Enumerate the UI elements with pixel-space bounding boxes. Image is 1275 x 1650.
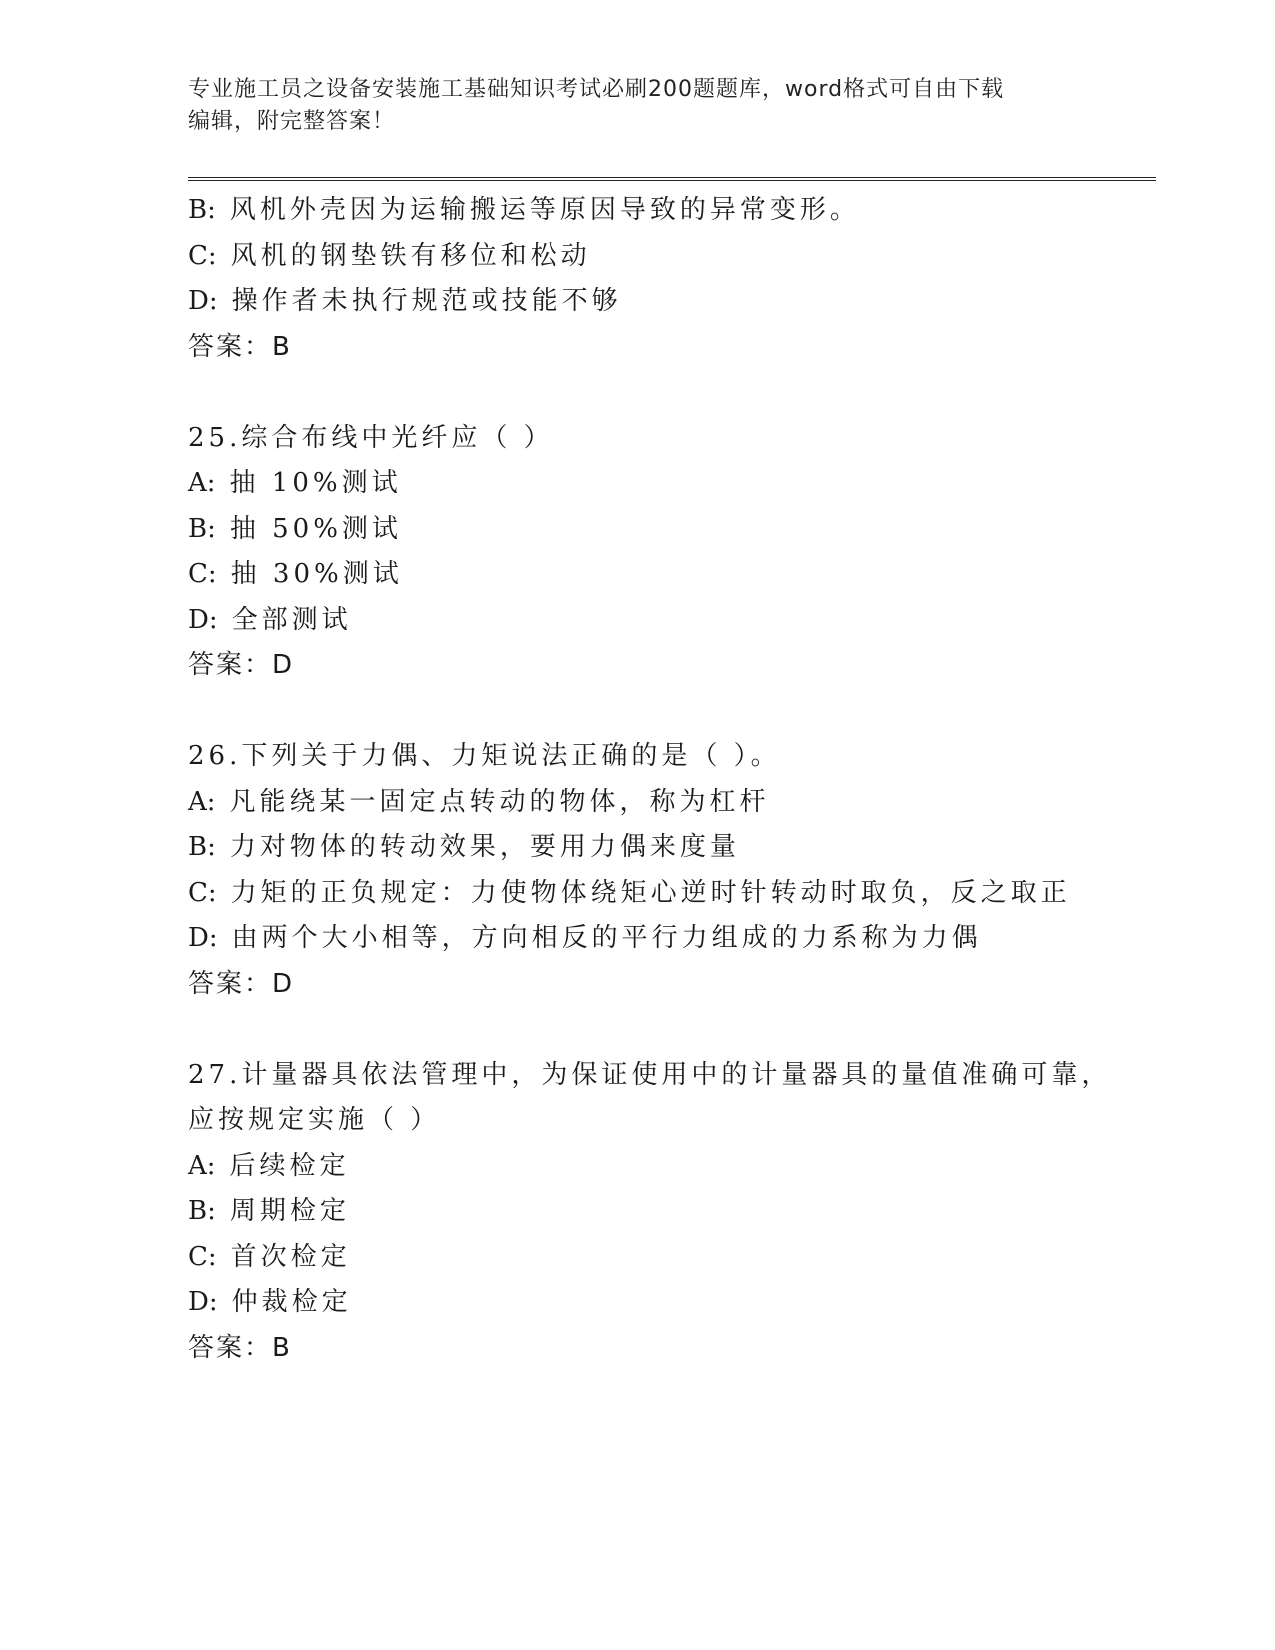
option-letter: D: <box>188 604 218 635</box>
option-text: 风机的钢垫铁有移位和松动 <box>230 240 591 271</box>
option-text: 凡能绕某一固定点转动的物体，称为杠杆 <box>229 786 770 817</box>
option-letter: C: <box>188 559 217 589</box>
spacer <box>188 1007 1128 1053</box>
header-title-line-2: 编辑，附完整答案！ <box>188 109 396 134</box>
question-stem: 25.综合布线中光纤应（ ） <box>188 422 554 453</box>
option-a <box>188 461 1128 507</box>
spacer <box>188 370 1128 416</box>
option-letter: B: <box>188 1196 216 1226</box>
option-text: 力矩的正负规定：力使物体绕矩心逆时针转动时取负，反之取正 <box>230 877 1071 908</box>
option-letter: C: <box>188 240 217 271</box>
option-text: 全部测试 <box>231 604 352 635</box>
spacer <box>188 689 1128 735</box>
question-26 <box>188 734 1128 1007</box>
question-stem-line-2: 应按规定实施（ ） <box>188 1105 441 1135</box>
option-letter: C: <box>188 877 217 908</box>
option-letter: C: <box>188 1241 217 1272</box>
option-text: 抽 10%测试 <box>229 468 402 498</box>
option-letter: D: <box>188 1287 218 1317</box>
option-text: 力对物体的转动效果，要用力偶来度量 <box>229 832 740 862</box>
option-text: 操作者未执行规范或技能不够 <box>231 286 622 316</box>
option-b <box>188 188 1128 234</box>
option-text: 首次检定 <box>230 1241 351 1272</box>
option-text: 由两个大小相等，方向相反的平行力组成的力系称为力偶 <box>231 923 982 953</box>
option-c <box>188 234 1128 280</box>
option-text: 抽 30%测试 <box>230 559 403 589</box>
option-letter: A: <box>188 1150 216 1181</box>
question-24 <box>188 188 1128 370</box>
answer-label: 答案：B <box>188 1332 292 1363</box>
header-double-rule <box>188 177 1156 181</box>
option-text: 抽 50%测试 <box>229 513 402 544</box>
question-list <box>188 188 1128 1371</box>
option-d <box>188 1280 1128 1326</box>
option-letter: D: <box>188 286 218 316</box>
question-27 <box>188 1053 1128 1372</box>
option-text: 后续检定 <box>229 1150 350 1181</box>
answer-label: 答案：D <box>188 650 295 680</box>
option-b <box>188 507 1128 553</box>
option-b <box>188 1189 1128 1235</box>
document-header <box>188 74 1088 138</box>
option-d <box>188 598 1128 644</box>
option-c <box>188 552 1128 598</box>
option-c <box>188 871 1128 917</box>
question-stem: 26.下列关于力偶、力矩说法正确的是（ ）。 <box>188 741 781 771</box>
option-letter: D: <box>188 923 218 953</box>
option-a <box>188 1144 1128 1190</box>
option-d <box>188 916 1128 962</box>
option-text: 仲裁检定 <box>231 1287 352 1317</box>
option-letter: A: <box>188 786 216 817</box>
header-title-line-1: 专业施工员之设备安装施工基础知识考试必刷200题题库，word格式可自由下载 <box>188 77 1005 102</box>
question-25 <box>188 416 1128 689</box>
answer-label: 答案：D <box>188 968 295 999</box>
option-letter: B: <box>188 195 216 225</box>
option-c <box>188 1235 1128 1281</box>
option-text: 风机外壳因为运输搬运等原因导致的异常变形。 <box>229 195 860 225</box>
option-b <box>188 825 1128 871</box>
option-text: 周期检定 <box>229 1196 350 1226</box>
answer-label: 答案：B <box>188 331 292 362</box>
option-letter: B: <box>188 832 216 862</box>
question-stem-line-1: 27.计量器具依法管理中，为保证使用中的计量器具的量值准确可靠， <box>188 1059 1112 1090</box>
option-d <box>188 279 1128 325</box>
option-letter: B: <box>188 513 216 544</box>
option-a <box>188 780 1128 826</box>
option-letter: A: <box>188 468 216 498</box>
